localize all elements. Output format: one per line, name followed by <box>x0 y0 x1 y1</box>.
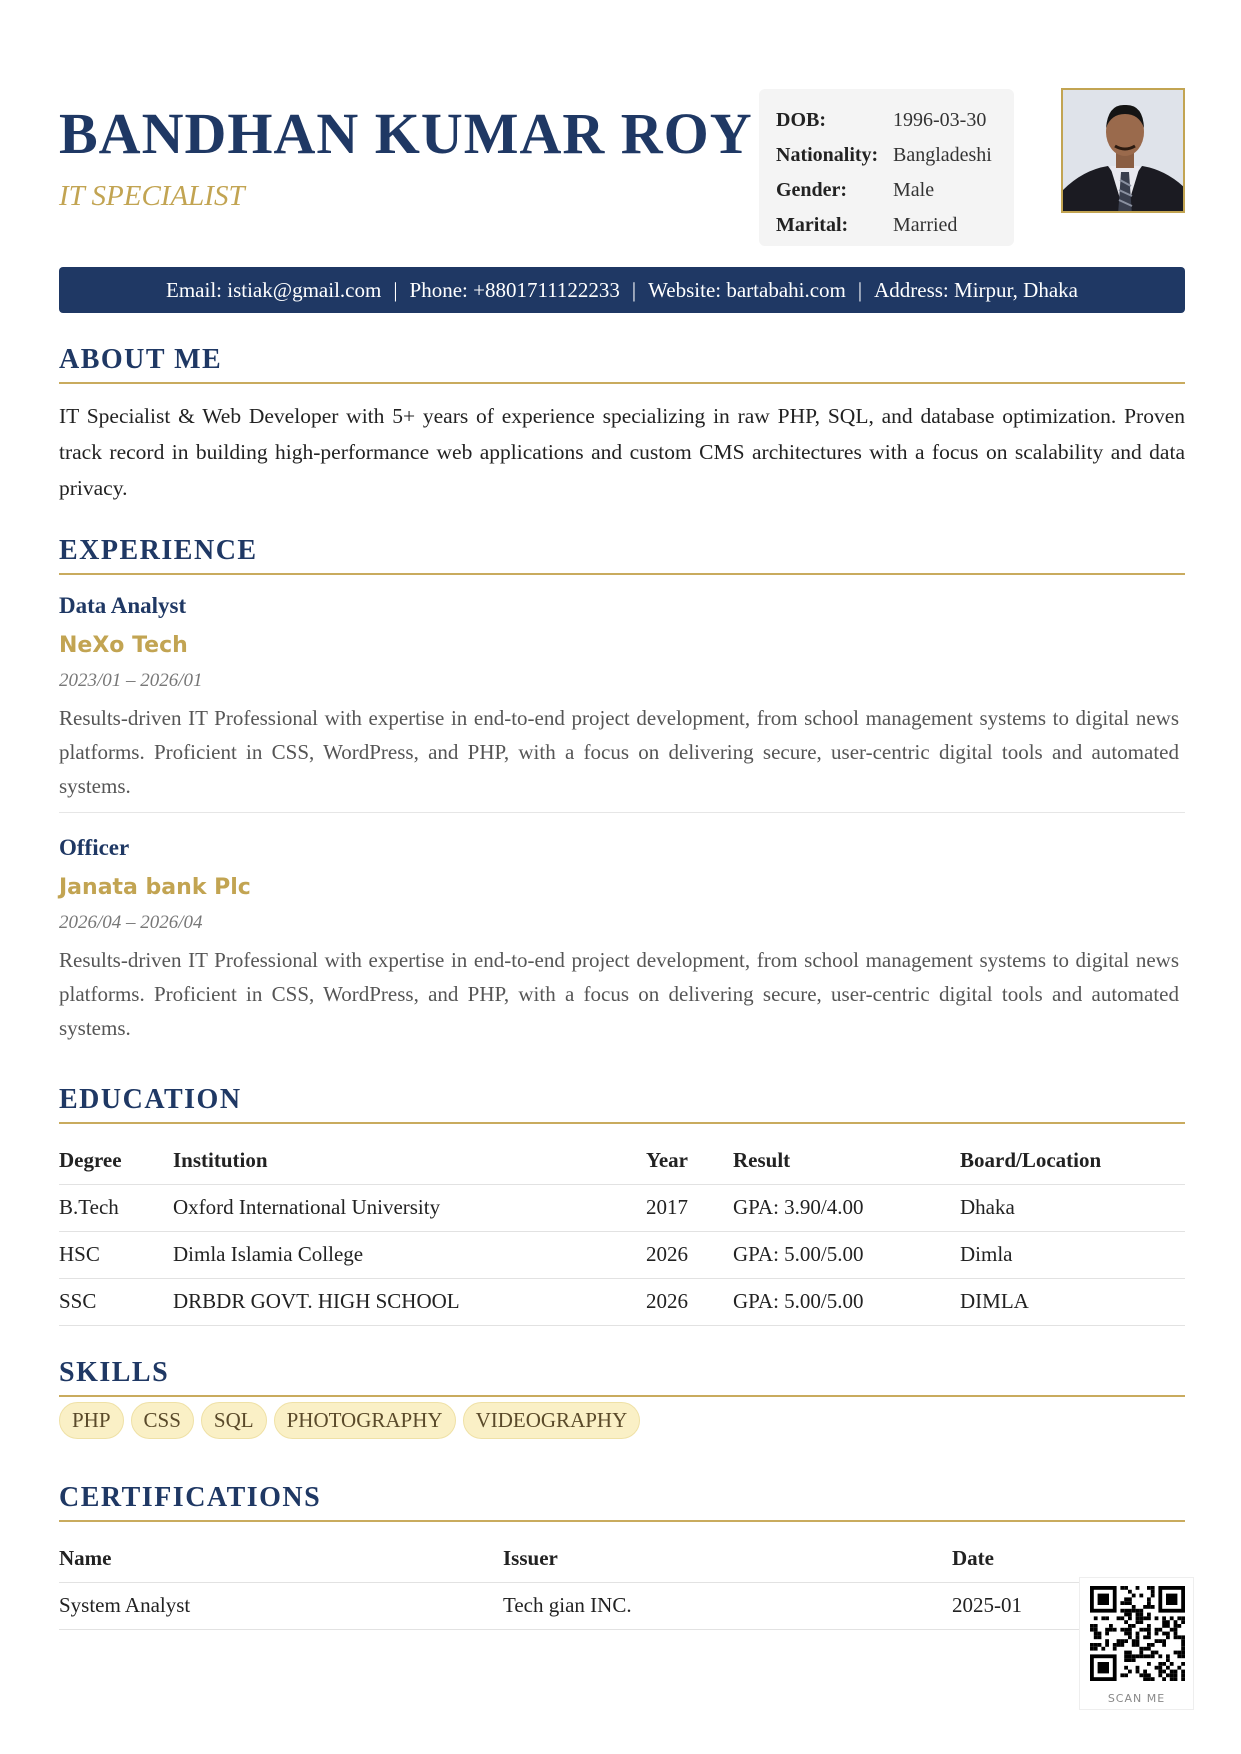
job-divider <box>59 812 1185 813</box>
person-portrait-icon <box>1063 90 1185 213</box>
info-row-dob <box>776 103 1014 138</box>
table-cell: System Analyst <box>59 1582 503 1629</box>
info-key: Nationality: <box>776 144 879 166</box>
section-divider <box>59 1122 1185 1124</box>
job-title: Officer <box>59 835 130 860</box>
section-divider <box>59 382 1185 384</box>
table-cell: Oxford International University <box>173 1184 646 1231</box>
contact-phone[interactable]: Phone: +8801711122233 <box>409 277 620 302</box>
info-value: Bangladeshi <box>893 144 992 166</box>
contact-email[interactable]: Email: istiak@gmail.com <box>166 277 382 302</box>
column-header: Board/Location <box>960 1138 1185 1184</box>
table-header-row <box>59 1138 1185 1184</box>
section-divider <box>59 573 1185 575</box>
education-table <box>59 1138 1185 1326</box>
skill-chip: SQL <box>201 1402 267 1439</box>
info-key: Marital: <box>776 214 849 236</box>
column-header: Year <box>646 1138 733 1184</box>
job-dates: 2023/01 – 2026/01 <box>59 670 203 691</box>
contact-bar <box>59 267 1185 313</box>
table-row <box>59 1231 1185 1278</box>
qr-scan-label: SCAN ME <box>1107 1692 1166 1705</box>
column-header: Issuer <box>503 1536 952 1582</box>
education-section-title: EDUCATION <box>59 1084 242 1115</box>
candidate-name: BANDHAN KUMAR ROY <box>59 101 753 166</box>
company-name: NeXo Tech <box>59 633 188 658</box>
table-cell: SSC <box>59 1278 173 1325</box>
job-title: Data Analyst <box>59 593 187 618</box>
table-header-row <box>59 1536 1185 1582</box>
column-header: Degree <box>59 1138 173 1184</box>
candidate-role: IT SPECIALIST <box>59 180 245 212</box>
job-description: Results-driven IT Professional with expertise in end-to-end project development, from school management systems to digital news platforms. Proficient in CSS, WordPress, and PHP, with a focus on delivering secure, user-centric digital tools and automated systems. <box>59 706 1179 798</box>
table-cell: 2026 <box>646 1231 733 1278</box>
contact-separator: | <box>857 277 863 302</box>
column-header: Name <box>59 1536 503 1582</box>
section-divider <box>59 1520 1185 1522</box>
profile-photo <box>1061 88 1185 213</box>
table-cell: B.Tech <box>59 1184 173 1231</box>
job-description: Results-driven IT Professional with expertise in end-to-end project development, from school management systems to digital news platforms. Proficient in CSS, WordPress, and PHP, with a focus on delivering secure, user-centric digital tools and automated systems. <box>59 948 1179 1040</box>
skills-list <box>59 1402 640 1439</box>
table-cell: GPA: 3.90/4.00 <box>733 1184 960 1231</box>
qr-code-icon <box>1090 1586 1185 1681</box>
column-header: Result <box>733 1138 960 1184</box>
contact-website[interactable]: Website: bartabahi.com <box>648 277 846 302</box>
section-divider <box>59 1395 1185 1397</box>
skill-chip: PHP <box>59 1402 124 1439</box>
info-row-nationality <box>776 138 1014 173</box>
table-cell: HSC <box>59 1231 173 1278</box>
table-cell: DIMLA <box>960 1278 1185 1325</box>
table-cell: 2017 <box>646 1184 733 1231</box>
table-row <box>59 1582 1185 1629</box>
contact-separator: | <box>393 277 398 302</box>
table-cell: 2025-01 <box>952 1582 1185 1629</box>
about-text: IT Specialist & Web Developer with 5+ years of experience specializing in raw PHP, SQL, and database optimization. Proven track record in building high-performance web applications and custom CMS architectures with a focus on scalability and data privacy. <box>59 404 1185 500</box>
info-value: Male <box>893 179 935 201</box>
info-key: DOB: <box>776 109 826 131</box>
experience-section-title: EXPERIENCE <box>59 535 258 566</box>
column-header: Date <box>952 1536 1185 1582</box>
table-cell: 2026 <box>646 1278 733 1325</box>
info-value: 1996-03-30 <box>893 109 987 131</box>
job-dates: 2026/04 – 2026/04 <box>59 912 203 933</box>
company-name: Janata bank Plc <box>59 875 251 900</box>
table-cell: Dhaka <box>960 1184 1185 1231</box>
certifications-section-title: CERTIFICATIONS <box>59 1482 322 1513</box>
table-row <box>59 1184 1185 1231</box>
info-row-gender <box>776 173 1014 208</box>
table-cell: Dimla Islamia College <box>173 1231 646 1278</box>
table-cell: DRBDR GOVT. HIGH SCHOOL <box>173 1278 646 1325</box>
skill-chip: PHOTOGRAPHY <box>274 1402 456 1439</box>
about-section-title: ABOUT ME <box>59 344 223 375</box>
table-cell: Tech gian INC. <box>503 1582 952 1629</box>
certifications-table <box>59 1536 1185 1630</box>
qr-code[interactable] <box>1079 1577 1194 1710</box>
info-value: Married <box>893 214 958 236</box>
contact-address: Address: Mirpur, Dhaka <box>874 277 1078 302</box>
table-row <box>59 1278 1185 1325</box>
column-header: Institution <box>173 1138 646 1184</box>
table-cell: GPA: 5.00/5.00 <box>733 1278 960 1325</box>
skills-section-title: SKILLS <box>59 1357 170 1388</box>
contact-separator: | <box>631 277 637 302</box>
personal-info-box <box>759 89 1014 246</box>
skill-chip: CSS <box>131 1402 194 1439</box>
info-key: Gender: <box>776 179 848 201</box>
info-row-marital <box>776 208 1014 243</box>
table-cell: Dimla <box>960 1231 1185 1278</box>
table-cell: GPA: 5.00/5.00 <box>733 1231 960 1278</box>
skill-chip: VIDEOGRAPHY <box>463 1402 641 1439</box>
